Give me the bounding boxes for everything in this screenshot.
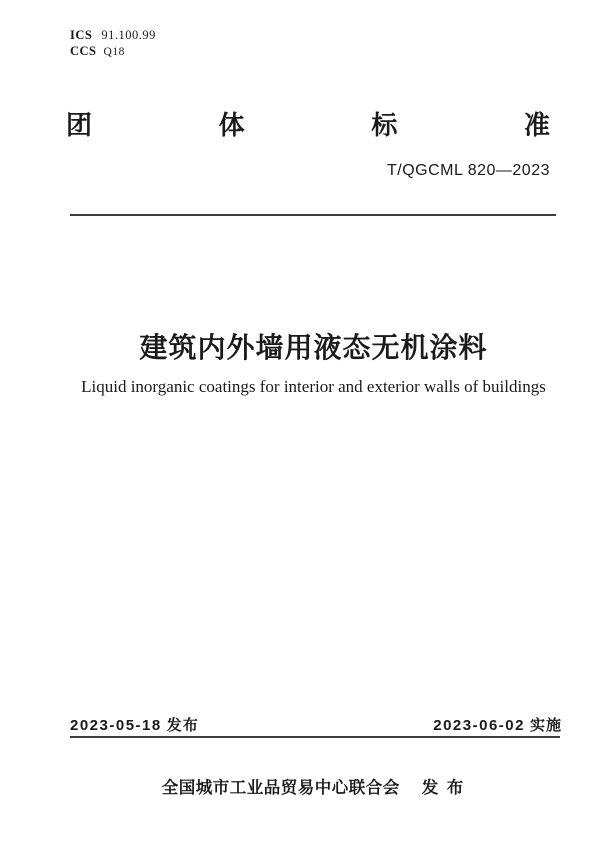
publish-action-label: 发 布 bbox=[421, 779, 466, 797]
release-date-label: 发布 bbox=[166, 717, 199, 734]
document-title-english: Liquid inorganic coatings for interior and exterior walls of buildings bbox=[81, 377, 546, 396]
document-title-chinese: 建筑内外墙用液态无机涂料 bbox=[139, 332, 488, 363]
standard-type-char: 标 bbox=[371, 110, 398, 140]
standard-type-char: 团 bbox=[66, 110, 93, 140]
footer-divider-line bbox=[70, 736, 560, 738]
release-date-group bbox=[70, 714, 199, 735]
implementation-date: 2023-06-02 bbox=[433, 717, 525, 734]
standard-type-char: 体 bbox=[218, 110, 245, 140]
implementation-date-group bbox=[433, 714, 562, 735]
standard-type-char: 准 bbox=[523, 110, 550, 140]
publisher-name: 全国城市工业品贸易中心联合会 bbox=[161, 779, 400, 797]
ccs-code: Q18 bbox=[103, 46, 125, 58]
ics-label: ICS bbox=[70, 28, 93, 42]
date-band bbox=[70, 714, 562, 735]
ics-line bbox=[70, 27, 156, 43]
standard-type-heading bbox=[66, 111, 550, 141]
publisher-line bbox=[70, 774, 557, 798]
ics-code: 91.100.99 bbox=[101, 28, 156, 42]
header-divider-line bbox=[70, 214, 556, 216]
implementation-date-label: 实施 bbox=[529, 717, 562, 734]
ccs-label: CCS bbox=[70, 44, 97, 58]
ccs-line bbox=[70, 43, 156, 60]
classification-codes bbox=[70, 27, 156, 60]
release-date: 2023-05-18 bbox=[70, 717, 162, 734]
standard-number: T/QGCML 820—2023 bbox=[386, 162, 550, 179]
